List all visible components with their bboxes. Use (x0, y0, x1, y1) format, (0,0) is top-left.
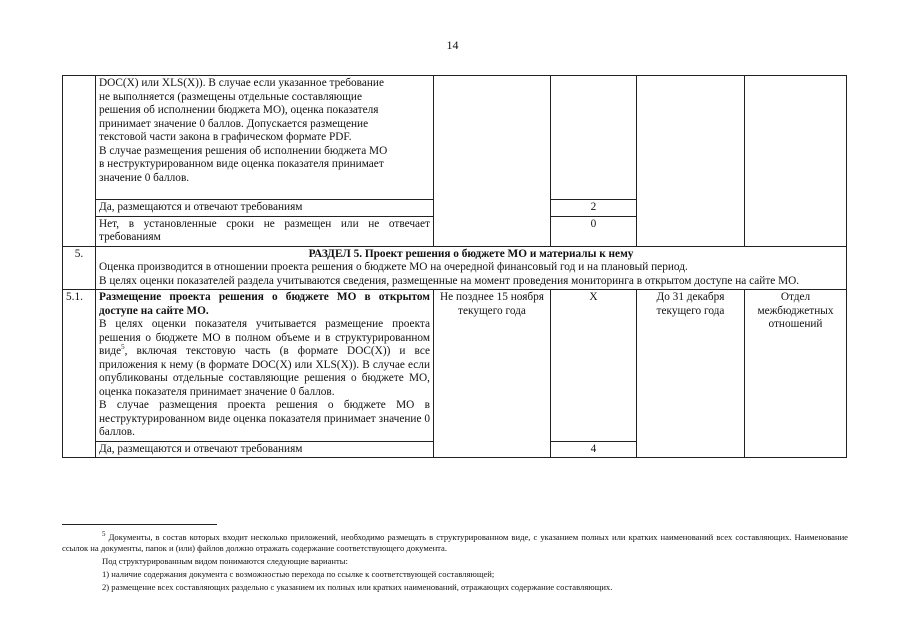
option-yes: Да, размещаются и отвечают требованиям (96, 200, 434, 217)
num-cell (63, 76, 96, 247)
item-desc-c: В случае размещения проекта решения о бюджете МО в неструктурированном виде оценка показателя принимает значение 0 баллов. (99, 399, 430, 438)
option-no: Нет, в установленные сроки не размещен или не отвечает требованиям (96, 216, 434, 246)
footnote-line-4: 2) размещение всех составляющих раздельно с указанием их полных или кратких наименований, отражающих содержание составляющих. (102, 582, 613, 592)
item-title: Размещение проекта решения о бюджете МО в открытом доступе на сайте МО. (99, 291, 430, 317)
continued-description (96, 76, 434, 200)
item-period: До 31 декабря текущего года (637, 290, 745, 458)
desc-line: в неструктурированном виде оценка показателя принимает (99, 158, 384, 170)
desc-line: не выполняется (размещены отдельные составляющие (99, 90, 362, 103)
option-yes-score: 2 (551, 200, 637, 217)
deadline-cell (434, 76, 551, 247)
footnote-line-2: Под структурированным видом понимаются следующие варианты: (102, 556, 348, 566)
page-number: 14 (446, 38, 459, 52)
item-option-yes: Да, размещаются и отвечают требованиям (96, 441, 434, 458)
section-content (96, 246, 847, 290)
section-title: РАЗДЕЛ 5. Проект решения о бюджете МО и материалы к нему (308, 247, 634, 260)
item-option-yes-score: 4 (551, 441, 637, 458)
item-desc-b: , включая текстовую часть (в формате DOC(X)) и все приложения к нему (в формате DOC(X) или XLS(X)). В случае если опубликованы отдельные составляющие решения о бюджете МО, оценка показателя принимает значение 0 баллов. (99, 345, 430, 398)
desc-line: значение 0 баллов. (99, 171, 190, 184)
table-row (63, 290, 847, 442)
item-responsible: Отдел межбюджетных отношений (745, 290, 847, 458)
desc-line: принимает значение 0 баллов. Допускается размещение (99, 117, 369, 130)
item-score-header: Х (551, 290, 637, 442)
section-row (63, 246, 847, 290)
section-number: 5. (63, 246, 96, 290)
option-no-score: 0 (551, 216, 637, 246)
footnote-mark: 5 (121, 343, 125, 352)
desc-line: текстовой части закона в графическом формате PDF. (99, 131, 352, 143)
score-cell (551, 76, 637, 200)
responsible-cell (745, 76, 847, 247)
footnote-divider (62, 524, 217, 525)
item-desc-a: В целях оценки показателя учитывается размещение проекта решения о бюджете МО в полном объеме и в структурированном виде (99, 318, 430, 357)
period-cell (637, 76, 745, 247)
desc-line: DOC(X) или XLS(X)). В случае если указанное требование (99, 77, 384, 89)
footnote-number: 5 (102, 530, 106, 539)
criteria-table (62, 75, 847, 458)
section-text-2: В целях оценки показателей раздела учитываются сведения, размещенные на момент проведения мониторинга в открытом доступе на сайте МО. (99, 274, 800, 287)
footnote-body: Документы, в состав которых входит несколько приложений, необходимо размещать в структурированном виде, с указанием полных или кратких наименований всех составляющих. Наименование ссылок на документы, папок и (или) файлов должно отражать содержание соответствующего документа. (62, 532, 848, 553)
desc-line: В случае размещения решения об исполнении бюджета МО (99, 144, 388, 157)
footnote-text (62, 532, 848, 554)
item-number: 5.1. (63, 290, 96, 458)
table-row (63, 76, 847, 200)
item-deadline: Не позднее 15 ноября текущего года (434, 290, 551, 458)
desc-line: решения об исполнении бюджета МО), оценка показателя (99, 104, 379, 116)
footnote-line-3: 1) наличие содержания документа с возможностью перехода по ссылке к соответствующей составляющей; (102, 569, 495, 579)
item-description (96, 290, 434, 442)
section-text-1: Оценка производится в отношении проекта решения о бюджете МО на очередной финансовый год и на плановый период. (99, 261, 688, 273)
